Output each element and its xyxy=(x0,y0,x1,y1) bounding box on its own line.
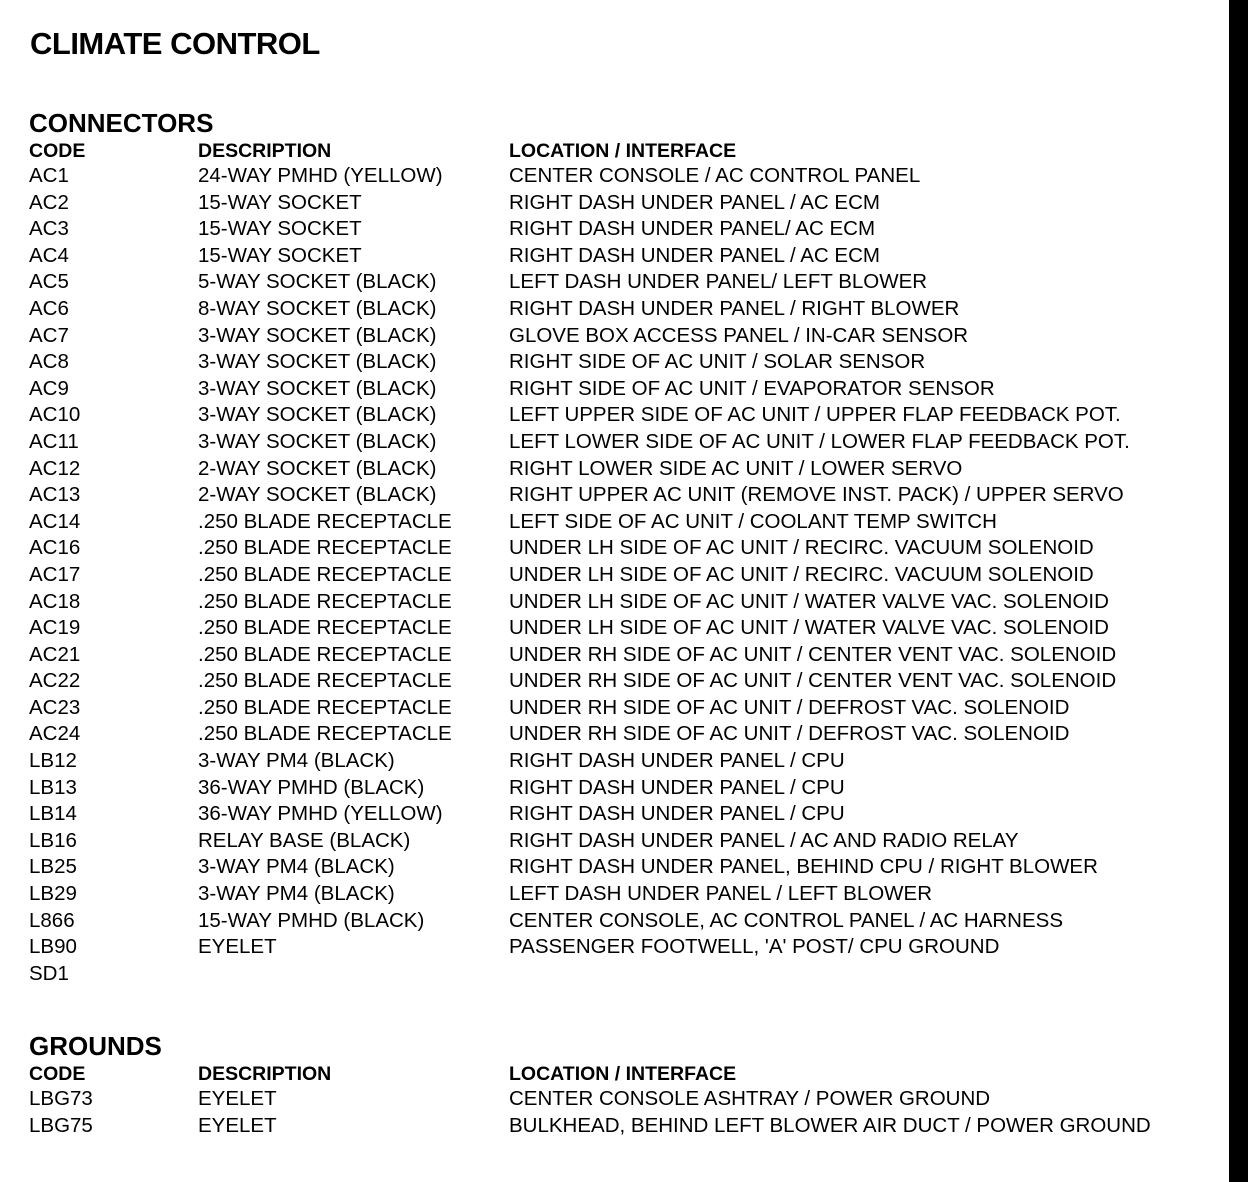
row-location: LEFT DASH UNDER PANEL/ LEFT BLOWER xyxy=(509,270,928,294)
row-location: RIGHT DASH UNDER PANEL / AC AND RADIO RELAY xyxy=(509,828,1019,852)
row-code: LB14 xyxy=(29,802,77,826)
row-description: .250 BLADE RECEPTACLE xyxy=(198,669,452,693)
row-location: LEFT DASH UNDER PANEL / LEFT BLOWER xyxy=(509,882,933,906)
row-location: UNDER LH SIDE OF AC UNIT / WATER VALVE VAC. SOLENOID xyxy=(509,616,1109,640)
row-description: .250 BLADE RECEPTACLE xyxy=(198,562,452,586)
column-header-code: CODE xyxy=(29,140,86,162)
table-row xyxy=(29,456,1130,483)
table-row xyxy=(29,509,1130,536)
row-location: LEFT UPPER SIDE OF AC UNIT / UPPER FLAP FEEDBACK POT. xyxy=(509,403,1121,427)
table-row xyxy=(29,908,1130,935)
table-row xyxy=(29,1086,1151,1113)
row-code: AC18 xyxy=(29,589,81,613)
grounds-section xyxy=(29,1030,1151,1139)
row-location: LEFT LOWER SIDE OF AC UNIT / LOWER FLAP FEEDBACK POT. xyxy=(509,429,1130,453)
row-description: 36-WAY PMHD (YELLOW) xyxy=(198,802,443,826)
table-row xyxy=(29,721,1130,748)
row-code: LBG73 xyxy=(29,1087,93,1110)
row-location: BULKHEAD, BEHIND LEFT BLOWER AIR DUCT / POWER GROUND xyxy=(509,1113,1151,1137)
row-code: AC12 xyxy=(29,456,81,480)
row-description: 2-WAY SOCKET (BLACK) xyxy=(198,483,437,507)
table-row xyxy=(29,934,1130,961)
row-description: 15-WAY SOCKET xyxy=(198,243,362,267)
row-location: UNDER LH SIDE OF AC UNIT / RECIRC. VACUUM SOLENOID xyxy=(509,536,1094,560)
row-description: 2-WAY SOCKET (BLACK) xyxy=(198,456,437,480)
row-location: UNDER RH SIDE OF AC UNIT / DEFROST VAC. SOLENOID xyxy=(509,695,1070,719)
grounds-header-row xyxy=(29,1060,1151,1086)
row-location: RIGHT SIDE OF AC UNIT / SOLAR SENSOR xyxy=(509,350,926,374)
table-row xyxy=(29,695,1130,722)
row-location: RIGHT DASH UNDER PANEL / CPU xyxy=(509,802,845,826)
row-code: LB16 xyxy=(29,828,77,852)
connectors-heading: CONNECTORS xyxy=(29,108,214,138)
table-row xyxy=(29,615,1130,642)
row-description: 8-WAY SOCKET (BLACK) xyxy=(198,296,437,320)
row-code: AC4 xyxy=(29,243,69,267)
row-code: AC7 xyxy=(29,323,69,347)
row-location: UNDER RH SIDE OF AC UNIT / CENTER VENT VAC. SOLENOID xyxy=(509,642,1117,666)
table-row xyxy=(29,296,1130,323)
row-code: AC11 xyxy=(29,429,79,453)
row-location: RIGHT DASH UNDER PANEL / CPU xyxy=(509,775,845,799)
table-row xyxy=(29,163,1130,190)
row-code: LB90 xyxy=(29,935,77,959)
table-row xyxy=(29,349,1130,376)
row-code: AC9 xyxy=(29,376,69,400)
grounds-heading: GROUNDS xyxy=(29,1031,162,1061)
row-description: .250 BLADE RECEPTACLE xyxy=(198,616,452,640)
table-row xyxy=(29,589,1130,616)
table-row xyxy=(29,668,1130,695)
row-description: .250 BLADE RECEPTACLE xyxy=(198,536,452,560)
row-description: 36-WAY PMHD (BLACK) xyxy=(198,775,425,799)
table-row xyxy=(29,535,1130,562)
row-location: UNDER LH SIDE OF AC UNIT / RECIRC. VACUUM SOLENOID xyxy=(509,562,1094,586)
row-description: 3-WAY PM4 (BLACK) xyxy=(198,882,395,906)
table-row xyxy=(29,828,1130,855)
row-description: 3-WAY PM4 (BLACK) xyxy=(198,855,395,879)
page-edge-bar xyxy=(1229,0,1248,1182)
row-location: RIGHT DASH UNDER PANEL / AC ECM xyxy=(509,190,880,214)
column-header-code: CODE xyxy=(29,1063,86,1085)
row-description: .250 BLADE RECEPTACLE xyxy=(198,642,452,666)
table-row xyxy=(29,429,1130,456)
row-location: RIGHT DASH UNDER PANEL/ AC ECM xyxy=(509,217,876,241)
row-location: GLOVE BOX ACCESS PANEL / IN-CAR SENSOR xyxy=(509,323,969,347)
row-location: RIGHT DASH UNDER PANEL / CPU xyxy=(509,749,845,773)
row-location: CENTER CONSOLE, AC CONTROL PANEL / AC HARNESS xyxy=(509,908,1064,932)
table-row xyxy=(29,243,1130,270)
row-location: RIGHT DASH UNDER PANEL, BEHIND CPU / RIGHT BLOWER xyxy=(509,855,1098,879)
row-code: AC1 xyxy=(29,164,69,187)
table-row xyxy=(29,482,1130,509)
row-description: EYELET xyxy=(198,1087,277,1110)
table-row xyxy=(29,216,1130,243)
row-code: AC10 xyxy=(29,403,81,427)
row-description: 3-WAY PM4 (BLACK) xyxy=(198,749,395,773)
row-location: PASSENGER FOOTWELL, 'A' POST/ CPU GROUND xyxy=(509,935,1000,959)
row-code: AC13 xyxy=(29,483,81,507)
row-description: 5-WAY SOCKET (BLACK) xyxy=(198,270,437,294)
row-code: LBG75 xyxy=(29,1113,93,1137)
row-code: AC8 xyxy=(29,350,69,374)
row-description: 15-WAY SOCKET xyxy=(198,217,362,241)
row-description: 24-WAY PMHD (YELLOW) xyxy=(198,164,443,187)
row-location: RIGHT SIDE OF AC UNIT / EVAPORATOR SENSOR xyxy=(509,376,995,400)
column-header-description: DESCRIPTION xyxy=(198,1063,332,1085)
page-title: CLIMATE CONTROL xyxy=(30,26,320,61)
grounds-table-body xyxy=(29,1086,1151,1139)
row-code: AC3 xyxy=(29,217,69,241)
table-row xyxy=(29,961,1130,988)
row-description: .250 BLADE RECEPTACLE xyxy=(198,589,452,613)
row-description: 15-WAY SOCKET xyxy=(198,190,362,214)
row-location: UNDER LH SIDE OF AC UNIT / WATER VALVE VAC. SOLENOID xyxy=(509,589,1109,613)
table-row xyxy=(29,323,1130,350)
row-location: RIGHT LOWER SIDE AC UNIT / LOWER SERVO xyxy=(509,456,963,480)
row-description: EYELET xyxy=(198,935,277,959)
row-description: .250 BLADE RECEPTACLE xyxy=(198,509,452,533)
table-row xyxy=(29,402,1130,429)
row-location: UNDER RH SIDE OF AC UNIT / CENTER VENT VAC. SOLENOID xyxy=(509,669,1117,693)
connectors-table-body xyxy=(29,163,1130,987)
row-description: 3-WAY SOCKET (BLACK) xyxy=(198,323,437,347)
row-description: 3-WAY SOCKET (BLACK) xyxy=(198,350,437,374)
row-code: AC16 xyxy=(29,536,81,560)
row-code: L866 xyxy=(29,908,75,932)
row-description xyxy=(198,961,509,988)
table-row xyxy=(29,748,1130,775)
connectors-section xyxy=(29,107,1130,987)
row-code: AC23 xyxy=(29,695,81,719)
column-header-location: LOCATION / INTERFACE xyxy=(509,1063,737,1085)
table-row xyxy=(29,376,1130,403)
row-description: 3-WAY SOCKET (BLACK) xyxy=(198,403,437,427)
table-row xyxy=(29,190,1130,217)
row-code: AC24 xyxy=(29,722,81,746)
row-location: CENTER CONSOLE / AC CONTROL PANEL xyxy=(509,164,921,187)
row-code: LB29 xyxy=(29,882,77,906)
table-row xyxy=(29,642,1130,669)
row-description: 3-WAY SOCKET (BLACK) xyxy=(198,376,437,400)
row-description: .250 BLADE RECEPTACLE xyxy=(198,722,452,746)
table-row xyxy=(29,881,1130,908)
row-location: RIGHT DASH UNDER PANEL / AC ECM xyxy=(509,243,880,267)
row-code: LB13 xyxy=(29,775,77,799)
row-location: RIGHT UPPER AC UNIT (REMOVE INST. PACK) / UPPER SERVO xyxy=(509,483,1124,507)
row-description: RELAY BASE (BLACK) xyxy=(198,828,411,852)
row-code: AC21 xyxy=(29,642,81,666)
row-location: UNDER RH SIDE OF AC UNIT / DEFROST VAC. SOLENOID xyxy=(509,722,1070,746)
row-code: AC2 xyxy=(29,190,69,214)
row-code: LB12 xyxy=(29,749,77,773)
table-row xyxy=(29,775,1130,802)
column-header-description: DESCRIPTION xyxy=(198,140,332,162)
connectors-header-row xyxy=(29,137,1130,163)
table-row xyxy=(29,854,1130,881)
row-location: RIGHT DASH UNDER PANEL / RIGHT BLOWER xyxy=(509,296,960,320)
row-description: 15-WAY PMHD (BLACK) xyxy=(198,908,425,932)
row-code: SD1 xyxy=(29,961,69,985)
table-row xyxy=(29,801,1130,828)
table-row xyxy=(29,1113,1151,1140)
row-code: AC6 xyxy=(29,296,69,320)
row-code: AC22 xyxy=(29,669,81,693)
row-location: LEFT SIDE OF AC UNIT / COOLANT TEMP SWITCH xyxy=(509,509,997,533)
column-header-location: LOCATION / INTERFACE xyxy=(509,140,737,162)
row-code: AC5 xyxy=(29,270,69,294)
row-code: AC19 xyxy=(29,616,81,640)
row-description: .250 BLADE RECEPTACLE xyxy=(198,695,452,719)
row-description: 3-WAY SOCKET (BLACK) xyxy=(198,429,437,453)
row-description: EYELET xyxy=(198,1113,277,1137)
table-row xyxy=(29,562,1130,589)
row-code: LB25 xyxy=(29,855,77,879)
row-code: AC17 xyxy=(29,562,81,586)
row-location: CENTER CONSOLE ASHTRAY / POWER GROUND xyxy=(509,1087,991,1110)
table-row xyxy=(29,269,1130,296)
row-code: AC14 xyxy=(29,509,81,533)
